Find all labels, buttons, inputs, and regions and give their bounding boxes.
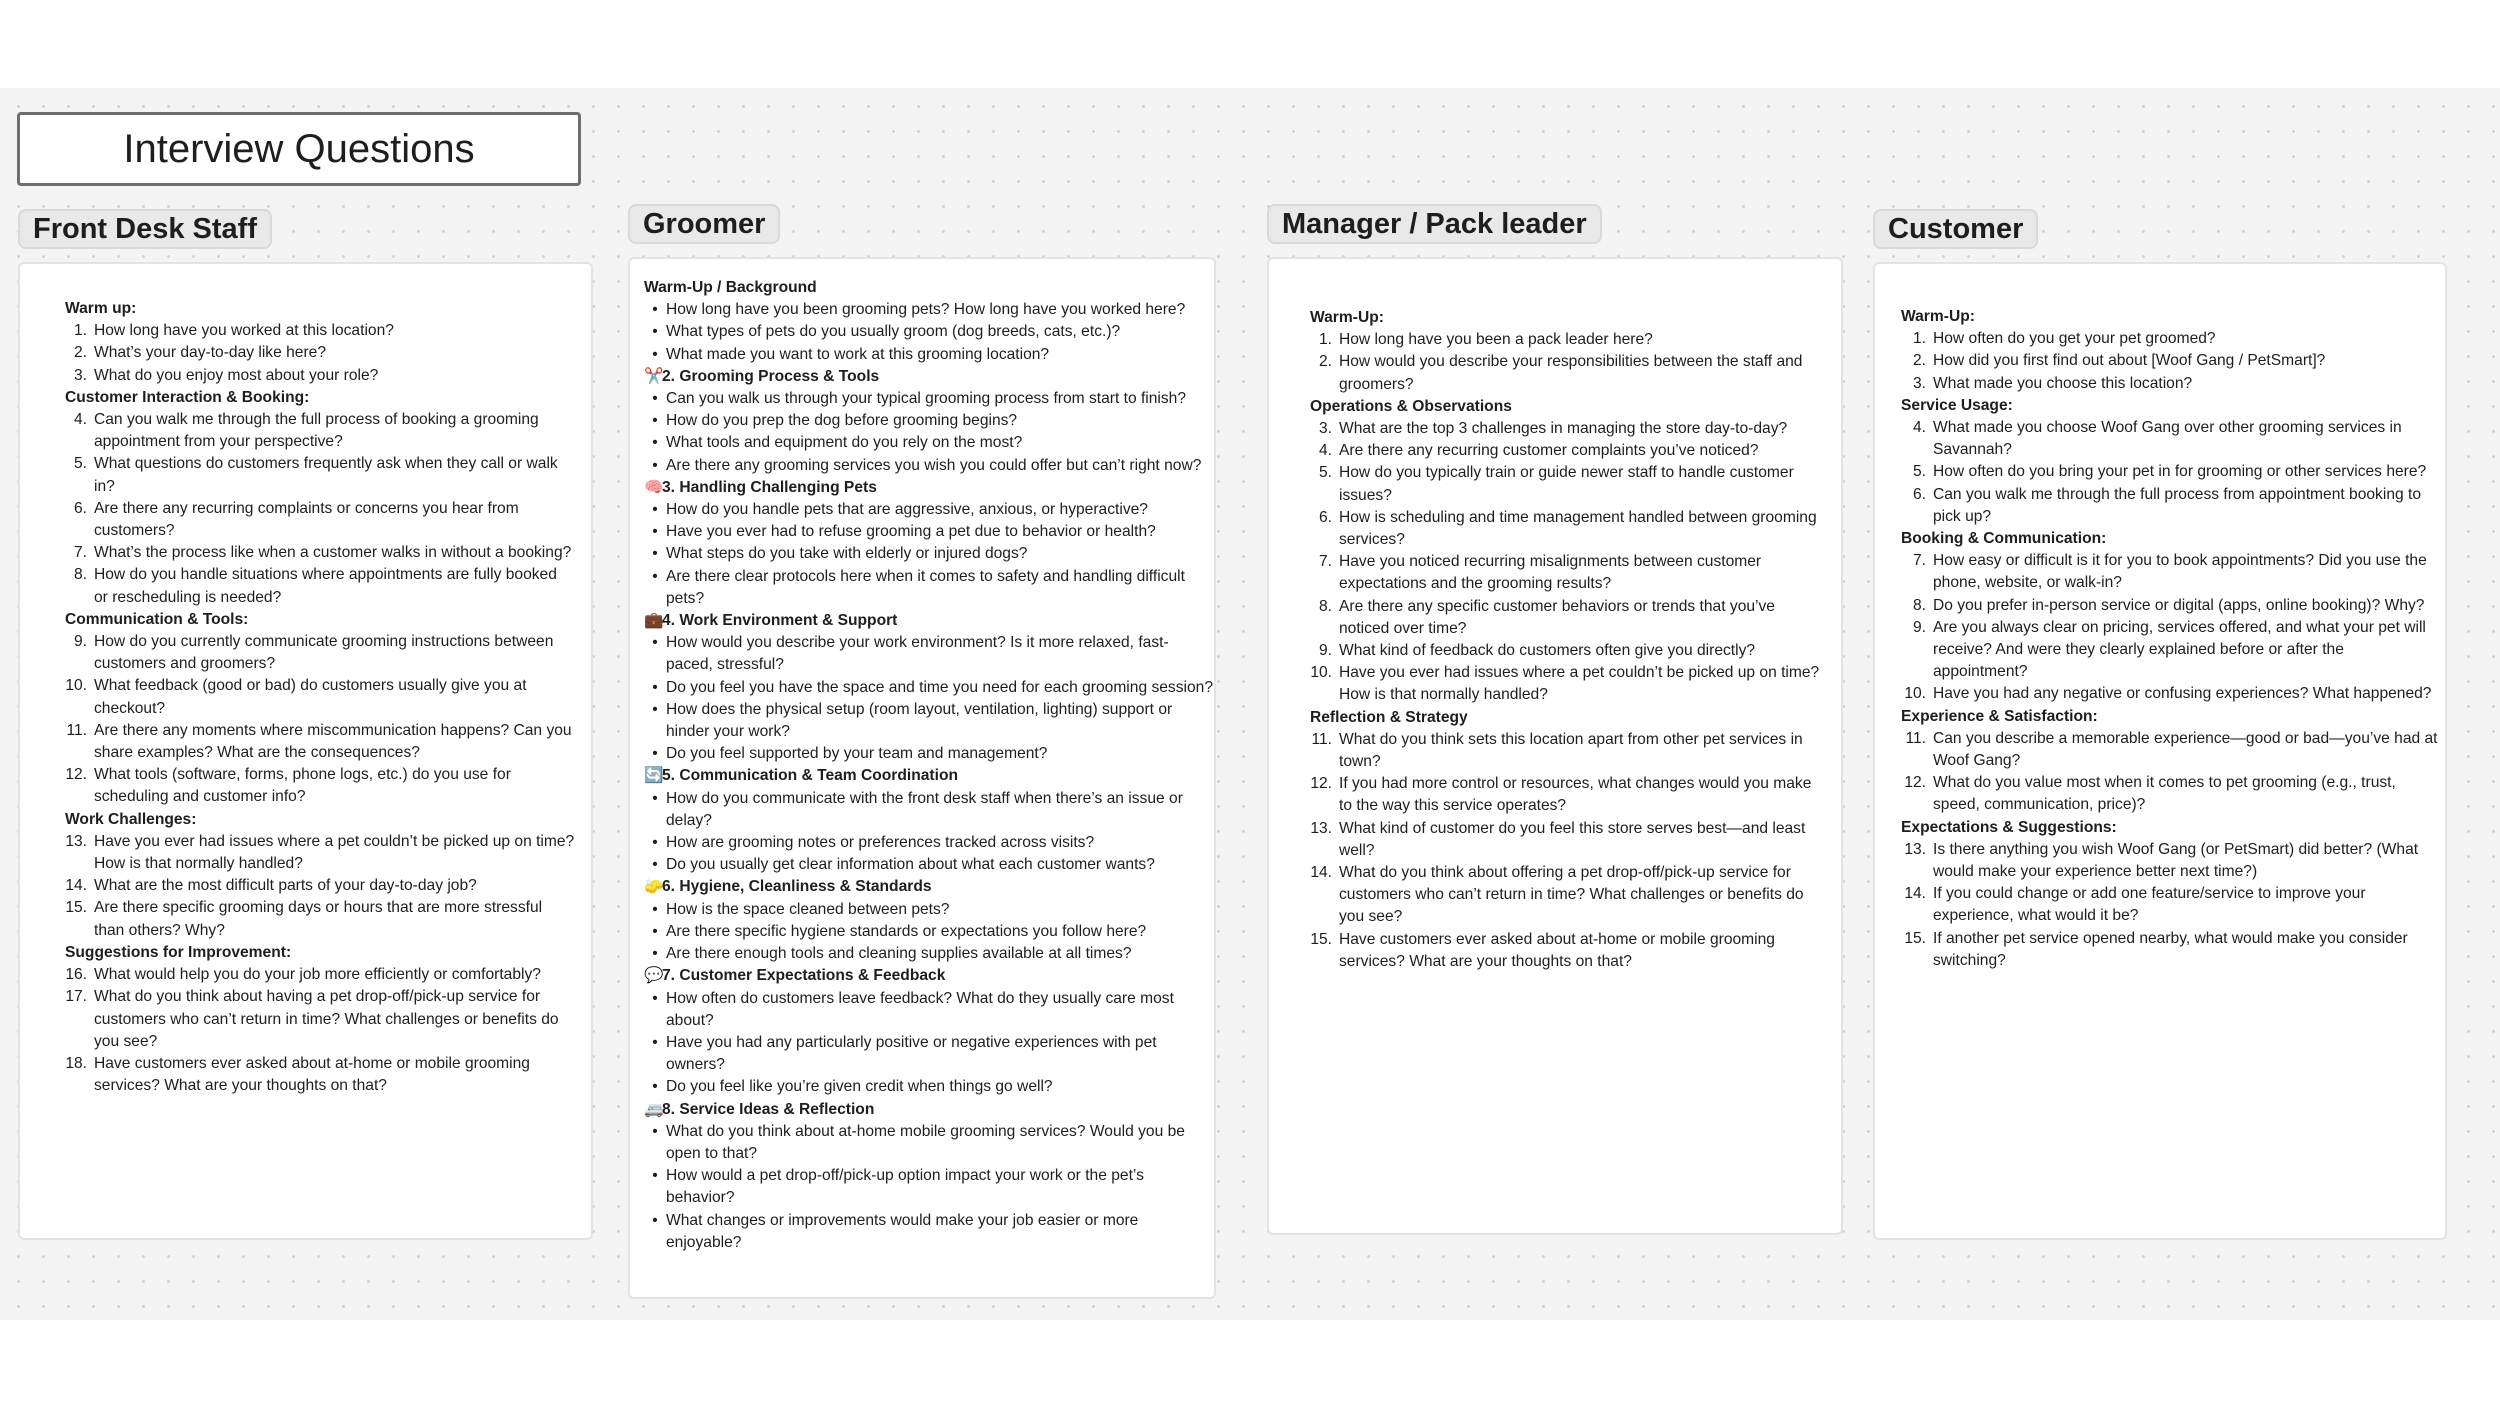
question-text: What tools (software, forms, phone logs, etc.) do you use for scheduling and customer info? [94,766,511,806]
question-number: 1. [73,322,87,340]
question-item [1901,550,2441,594]
question-number: 5. [1318,464,1332,482]
question-text: Do you feel you have the space and time you need for each grooming session? [666,678,1213,696]
question-text: What do you think about at-home mobile grooming services? Would you be open to that? [666,1122,1185,1162]
question-text: How does the physical setup (room layout, ventilation, lighting) support or hinder your work? [666,700,1173,741]
question-text: Do you prefer in-person service or digital (apps, online booking)? Why? [1933,596,2425,614]
bullet-icon: • [652,945,658,963]
question-text: What made you choose Woof Gang over other grooming services in Savannah? [1933,419,2402,459]
question-number: 8. [1912,596,1926,614]
question-item [65,831,575,875]
section-emoji-icon: 💼 [644,612,664,630]
question-item [1310,662,1825,706]
question-text: What do you value most when it comes to pet grooming (e.g., trust, speed, communication, price)? [1933,774,2396,814]
customer-card[interactable] [1873,262,2447,1240]
question-number: 15. [1310,930,1332,948]
question-number: 12. [1904,774,1926,792]
question-text: How easy or difficult is it for you to book appointments? Did you use the phone, website, or walk-in? [1933,552,2427,592]
question-text: Can you walk us through your typical grooming process from start to finish? [666,390,1187,408]
question-item [644,566,1214,610]
question-item [644,388,1214,410]
question-number: 13. [1904,840,1926,858]
question-text: Can you walk me through the full process of booking a grooming appointment from your perspective? [94,411,539,451]
question-item [1310,551,1825,595]
question-number: 11. [66,721,87,739]
section-emoji-icon: 🚐 [644,1100,664,1118]
question-item [1310,929,1825,973]
question-text: Have you ever had issues where a pet couldn’t be picked up on time? How is that normally handled? [94,832,575,873]
question-item [644,321,1214,343]
question-number: 15. [65,899,87,917]
question-item [1310,773,1825,817]
question-text: Do you feel supported by your team and management? [666,745,1048,763]
section-emoji-icon: 🧠 [644,478,664,496]
bullet-icon: • [652,745,658,763]
question-number: 6. [73,499,87,517]
section-heading [644,477,1214,499]
section-emoji-icon: 🔄 [644,767,664,785]
bullet-icon: • [652,678,658,696]
question-text: How often do customers leave feedback? What do they usually care most about? [666,989,1174,1029]
bullet-icon: • [652,434,658,452]
question-item [1901,772,2441,816]
question-text: What types of pets do you usually groom (dog breeds, cats, etc.)? [666,323,1121,341]
question-text: If you had more control or resources, what changes would you make to the way this service operates? [1339,775,1812,815]
question-text: Do you feel like you’re given credit when things go well? [666,1078,1053,1096]
question-number: 9. [73,633,87,651]
question-item [65,897,575,941]
question-item [644,499,1214,521]
section-heading: Customer Interaction & Booking: [65,388,310,406]
question-item [644,988,1214,1032]
question-text: Are there specific grooming days or hours that are more stressful than others? Why? [94,899,543,939]
section-heading: Reflection & Strategy [1310,708,1468,726]
question-text: Can you walk me through the full process from appointment booking to pick up? [1933,485,2422,525]
section-heading-text: 7. Customer Expectations & Feedback [662,967,946,985]
section-heading-text: Warm-Up / Background [644,279,817,296]
bullet-icon: • [652,390,658,408]
section-heading-text: 6. Hygiene, Cleanliness & Standards [662,878,932,896]
question-item [1310,729,1825,773]
question-text: How long have you worked at this location? [94,322,394,340]
question-text: How long have you been grooming pets? How long have you worked here? [666,301,1186,319]
question-item [644,1076,1214,1098]
groomer-label[interactable] [628,204,780,244]
question-text: What do you think about having a pet drop-off/pick-up service for customers who can’t return in time? What challenges or benefits do you see? [94,988,559,1050]
question-number: 12. [65,766,87,784]
question-number: 17. [65,988,87,1006]
question-item [644,521,1214,543]
bullet-icon: • [652,900,658,918]
question-text: How do you communicate with the front desk staff when there’s an issue or delay? [666,789,1183,829]
question-text: Have customers ever asked about at-home or mobile grooming services? What are your thoughts on that? [94,1054,530,1095]
question-item [1901,617,2441,684]
question-text: Are there any specific customer behaviors or trends that you’ve noticed over time? [1339,597,1775,637]
question-text: What are the most difficult parts of your day-to-day job? [94,877,477,895]
section-emoji-icon: 🧽 [644,878,664,896]
question-text: What would help you do your job more efficiently or comfortably? [94,966,541,984]
question-item [65,675,575,719]
manager-card[interactable] [1267,257,1843,1235]
section-heading [644,1099,1214,1121]
question-text: What are the top 3 challenges in managing the store day-to-day? [1339,420,1788,438]
question-item [644,410,1214,432]
question-item [644,832,1214,854]
bullet-icon: • [652,501,658,519]
question-item [1310,329,1825,351]
bullet-icon: • [652,1033,658,1051]
customer-question-list [1901,306,2441,972]
question-item [65,964,575,986]
section-heading [644,965,1214,987]
question-text: Do you usually get clear information about what each customer wants? [666,856,1155,874]
question-item [644,899,1214,921]
question-text: What’s the process like when a customer walks in without a booking? [94,544,572,562]
question-text: Have you noticed recurring misalignments between customer expectations and the grooming results? [1339,553,1762,593]
manager-label-text: Manager / Pack leader [1282,207,1587,240]
question-number: 16. [65,966,87,984]
section-emoji-icon: 💬 [644,967,664,985]
question-item [65,764,575,808]
question-number: 10. [65,677,87,695]
question-text: How are grooming notes or preferences tracked across visits? [666,834,1095,852]
question-number: 12. [1310,775,1332,793]
question-item [65,986,575,1053]
question-text: Have you had any particularly positive or negative experiences with pet owners? [666,1033,1157,1074]
question-item [65,365,575,387]
question-text: What tools and equipment do you rely on the most? [666,434,1023,452]
question-item [65,720,575,764]
question-item [1310,418,1825,440]
board-title-text: Interview Questions [123,126,475,171]
question-item [1901,595,2441,617]
section-heading: Service Usage: [1901,396,2013,414]
section-heading: Warm up: [65,300,137,317]
manager-label[interactable] [1267,204,1602,244]
bullet-icon: • [652,922,658,940]
question-item [1901,484,2441,528]
question-item [1310,351,1825,395]
question-number: 4. [1912,419,1926,437]
question-text: How often do you bring your pet in for grooming or other services here? [1933,463,2427,481]
section-heading: Operations & Observations [1310,397,1512,415]
question-text: If another pet service opened nearby, what would make you consider switching? [1933,929,2408,969]
section-heading: Warm-Up: [1310,309,1384,326]
question-text: Can you describe a memorable experience—good or bad—you’ve had at Woof Gang? [1933,729,2438,770]
bullet-icon: • [652,789,658,807]
question-text: What feedback (good or bad) do customers usually give you at checkout? [94,677,527,717]
question-item [1901,928,2441,972]
question-number: 5. [1912,463,1926,481]
question-item [644,455,1214,477]
question-item [644,1032,1214,1076]
question-number: 13. [1310,819,1332,837]
question-item [65,498,575,542]
question-item [644,699,1214,743]
question-number: 1. [1912,330,1926,348]
bullet-icon: • [652,323,658,341]
question-number: 7. [73,544,87,562]
front-desk-label-text: Front Desk Staff [33,212,257,245]
question-text: How do you currently communicate grooming instructions between customers and groomers? [94,633,554,673]
section-heading: Booking & Communication: [1901,530,2107,548]
section-heading [644,765,1214,787]
front-desk-label[interactable] [18,209,272,249]
question-text: How did you first find out about [Woof Gang / PetSmart]? [1933,352,2326,370]
question-item [644,543,1214,565]
question-text: What made you choose this location? [1933,374,2193,392]
question-text: Is there anything you wish Woof Gang (or PetSmart) did better? (What would make your experience better next time?) [1933,840,2419,881]
question-text: Are there clear protocols here when it comes to safety and handling difficult pets? [666,567,1185,607]
bullet-icon: • [652,700,658,718]
question-text: What do you think sets this location apart from other pet services in town? [1339,730,1803,771]
section-emoji-icon: ✂️ [644,367,664,385]
question-number: 2. [1318,353,1332,371]
question-text: How would a pet drop-off/pick-up option impact your work or the pet’s behavior? [666,1167,1144,1207]
bullet-icon: • [652,545,658,563]
question-number: 10. [1310,664,1332,682]
question-item [1310,596,1825,640]
question-item [1901,461,2441,483]
question-item [65,1053,575,1097]
section-heading: Communication & Tools: [65,610,249,628]
customer-label[interactable] [1873,209,2038,249]
question-item [644,1165,1214,1209]
question-text: If you could change or add one feature/service to improve your experience, what would it be? [1933,885,2366,925]
question-text: How long have you been a pack leader here? [1339,331,1653,349]
section-heading: Warm-Up: [1901,308,1975,325]
question-text: Have customers ever asked about at-home or mobile grooming services? What are your thoughts on that? [1339,930,1775,970]
question-number: 14. [65,877,87,895]
section-heading-text: 4. Work Environment & Support [662,612,898,630]
question-number: 1. [1318,331,1332,349]
question-item [1901,883,2441,927]
section-heading-text: 8. Service Ideas & Reflection [662,1100,875,1118]
bullet-icon: • [652,634,658,652]
question-item [644,344,1214,366]
section-heading-text: 5. Communication & Team Coordination [662,767,959,785]
question-text: How do you handle pets that are aggressive, anxious, or hyperactive? [666,501,1148,519]
front-desk-question-list [65,298,575,1097]
question-text: How do you prep the dog before grooming begins? [666,412,1018,430]
question-number: 4. [1318,442,1332,460]
question-text: How is the space cleaned between pets? [666,900,950,918]
bullet-icon: • [652,301,658,319]
question-item [644,943,1214,965]
question-number: 14. [1310,864,1332,882]
bullet-icon: • [652,834,658,852]
question-item [1901,417,2441,461]
question-number: 15. [1904,929,1926,947]
question-text: What’s your day-to-day like here? [94,344,326,362]
question-text: Are you always clear on pricing, services offered, and what your pet will receive? And were they clearly explained before or after the appointment? [1933,618,2426,681]
question-text: What changes or improvements would make your job easier or more enjoyable? [666,1211,1139,1251]
question-item [1310,862,1825,929]
front-desk-card[interactable] [18,262,593,1240]
question-text: What do you enjoy most about your role? [94,366,379,384]
section-heading: Suggestions for Improvement: [65,943,292,961]
section-heading-text: 2. Grooming Process & Tools [662,367,880,385]
question-item [1901,328,2441,350]
question-number: 4. [73,411,87,429]
question-number: 2. [1912,352,1926,370]
question-item [644,854,1214,876]
groomer-label-text: Groomer [643,207,766,240]
question-item [644,743,1214,765]
section-heading: Experience & Satisfaction: [1901,707,2098,725]
question-text: Are there specific hygiene standards or expectations you follow here? [666,922,1147,940]
question-item [644,677,1214,699]
question-number: 9. [1912,618,1926,636]
question-item [1901,728,2441,772]
question-item [65,875,575,897]
section-heading [644,610,1214,632]
question-item [1310,818,1825,862]
section-heading-text: 3. Handling Challenging Pets [662,478,877,496]
question-number: 7. [1912,552,1926,570]
question-item [65,342,575,364]
question-item [1310,440,1825,462]
manager-question-list [1310,307,1825,973]
question-number: 5. [73,455,87,473]
question-item [644,1210,1214,1254]
question-item [644,921,1214,943]
question-item [644,432,1214,454]
question-number: 8. [73,566,87,584]
question-text: Are there any grooming services you wish you could offer but can’t right now? [666,456,1202,474]
question-text: Have you had any negative or confusing experiences? What happened? [1933,685,2432,703]
question-item [65,542,575,564]
question-text: What kind of customer do you feel this store serves best—and least well? [1339,819,1806,859]
question-item [1310,462,1825,506]
question-number: 13. [65,832,87,850]
bullet-icon: • [652,1167,658,1185]
question-text: Have you ever had issues where a pet couldn’t be picked up on time? How is that normally handled? [1339,664,1820,704]
question-item [644,299,1214,321]
question-text: Are there any recurring complaints or concerns you hear from customers? [94,499,519,540]
question-item [1310,640,1825,662]
question-number: 3. [1318,420,1332,438]
question-item [1310,507,1825,551]
bullet-icon: • [652,1122,658,1140]
question-text: How do you typically train or guide newer staff to handle customer issues? [1339,464,1794,504]
question-number: 3. [1912,374,1926,392]
question-text: Are there any recurring customer complaints you’ve noticed? [1339,442,1759,460]
question-text: What steps do you take with elderly or injured dogs? [666,545,1028,563]
bullet-icon: • [652,567,658,585]
section-heading [644,876,1214,898]
question-item [644,788,1214,832]
question-number: 11. [1905,729,1926,747]
question-number: 14. [1904,885,1926,903]
question-text: How do you handle situations where appointments are fully booked or rescheduling is needed? [94,566,557,606]
question-item [65,564,575,608]
question-number: 18. [65,1054,87,1072]
question-number: 2. [73,344,87,362]
section-heading [644,277,1214,299]
question-text: Are there any moments where miscommunication happens? Can you share examples? What are the consequences? [94,721,572,762]
question-item [65,320,575,342]
bullet-icon: • [652,989,658,1007]
question-text: How would you describe your work environment? Is it more relaxed, fast-paced, stressful? [666,634,1169,674]
board-title[interactable] [17,112,581,186]
question-item [65,409,575,453]
bullet-icon: • [652,523,658,541]
bullet-icon: • [652,1078,658,1096]
bullet-icon: • [652,856,658,874]
question-item [644,1121,1214,1165]
bullet-icon: • [652,456,658,474]
question-number: 10. [1904,685,1926,703]
question-item [644,632,1214,676]
question-item [1901,373,2441,395]
question-text: What do you think about offering a pet drop-off/pick-up service for customers who can’t return in time? What challenges or benefits do you see? [1339,864,1804,926]
question-number: 11. [1311,730,1332,748]
question-text: What questions do customers frequently ask when they call or walk in? [94,455,558,495]
question-text: What kind of feedback do customers often give you directly? [1339,642,1756,660]
bullet-icon: • [652,1211,658,1229]
groomer-card[interactable] [628,257,1216,1299]
question-text: How would you describe your responsibilities between the staff and groomers? [1339,353,1803,393]
question-number: 8. [1318,597,1332,615]
question-number: 3. [73,366,87,384]
bullet-icon: • [652,412,658,430]
question-text: Have you ever had to refuse grooming a pet due to behavior or health? [666,523,1156,541]
question-text: What made you want to work at this grooming location? [666,345,1050,363]
question-number: 9. [1318,642,1332,660]
question-item [1901,350,2441,372]
bullet-icon: • [652,345,658,363]
question-text: How is scheduling and time management handled between grooming services? [1339,508,1817,549]
question-text: How often do you get your pet groomed? [1933,330,2216,348]
customer-label-text: Customer [1888,212,2024,245]
groomer-question-list [644,277,1214,1254]
section-heading: Expectations & Suggestions: [1901,818,2117,836]
question-item [1901,683,2441,705]
section-heading [644,366,1214,388]
question-text: Are there enough tools and cleaning supplies available at all times? [666,945,1132,963]
question-number: 7. [1318,553,1332,571]
question-item [65,453,575,497]
question-item [65,631,575,675]
section-heading: Work Challenges: [65,810,197,828]
question-item [1901,839,2441,883]
question-number: 6. [1318,508,1332,526]
question-number: 6. [1912,485,1926,503]
